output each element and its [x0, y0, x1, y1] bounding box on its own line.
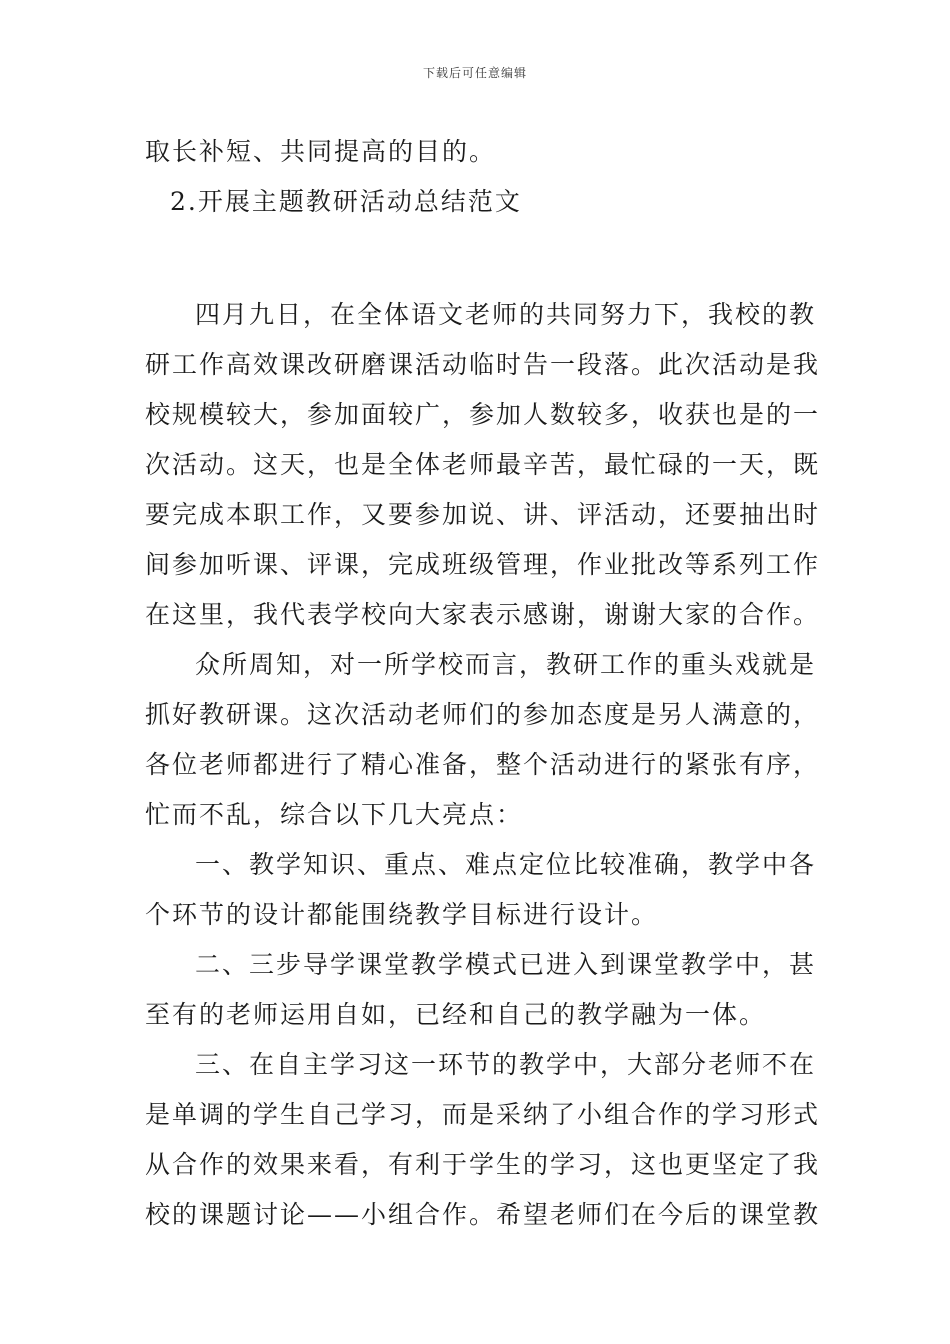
text-line: 校的课题讨论——小组合作。希望老师们在今后的课堂教	[145, 1200, 821, 1229]
text-line: 四月九日，在全体语文老师的共同努力下，我校的教	[195, 300, 817, 329]
text-line: 抓好教研课。这次活动老师们的参加态度是另人满意的，	[145, 700, 821, 729]
text-line: 一、教学知识、重点、难点定位比较准确，教学中各	[195, 850, 817, 879]
text-line: 二、三步导学课堂教学模式已进入到课堂教学中，甚	[195, 950, 817, 979]
text-line: 要完成本职工作，又要参加说、讲、评活动，还要抽出时	[145, 500, 821, 529]
section-heading: 2.开展主题教研活动总结范文	[170, 187, 522, 216]
text-line: 次活动。这天，也是全体老师最辛苦，最忙碌的一天，既	[145, 450, 821, 479]
text-line: 在这里，我代表学校向大家表示感谢，谢谢大家的合作。	[145, 600, 821, 629]
text-line: 间参加听课、评课，完成班级管理，作业批改等系列工作	[145, 550, 821, 579]
text-line: 各位老师都进行了精心准备，整个活动进行的紧张有序，	[145, 750, 821, 779]
text-line: 众所周知，对一所学校而言，教研工作的重头戏就是	[195, 650, 817, 679]
text-line: 研工作高效课改研磨课活动临时告一段落。此次活动是我	[145, 350, 821, 379]
text-line: 三、在自主学习这一环节的教学中，大部分老师不在	[195, 1050, 817, 1079]
text-line: 忙而不乱，综合以下几大亮点：	[145, 800, 524, 829]
page-header: 下载后可任意编辑	[422, 66, 527, 80]
text-line: 是单调的学生自己学习，而是采纳了小组合作的学习形式	[145, 1100, 821, 1129]
text-line: 校规模较大，参加面较广，参加人数较多，收获也是的一	[145, 400, 821, 429]
text-line: 至有的老师运用自如，已经和自己的教学融为一体。	[145, 1000, 767, 1029]
blank-gap	[145, 227, 810, 290]
document-body	[145, 127, 821, 1240]
text-line: 从合作的效果来看，有利于学生的学习，这也更坚定了我	[145, 1150, 821, 1179]
text-line: 取长补短、共同提高的目的。	[145, 137, 497, 166]
text-line: 个环节的设计都能围绕教学目标进行设计。	[145, 900, 659, 929]
